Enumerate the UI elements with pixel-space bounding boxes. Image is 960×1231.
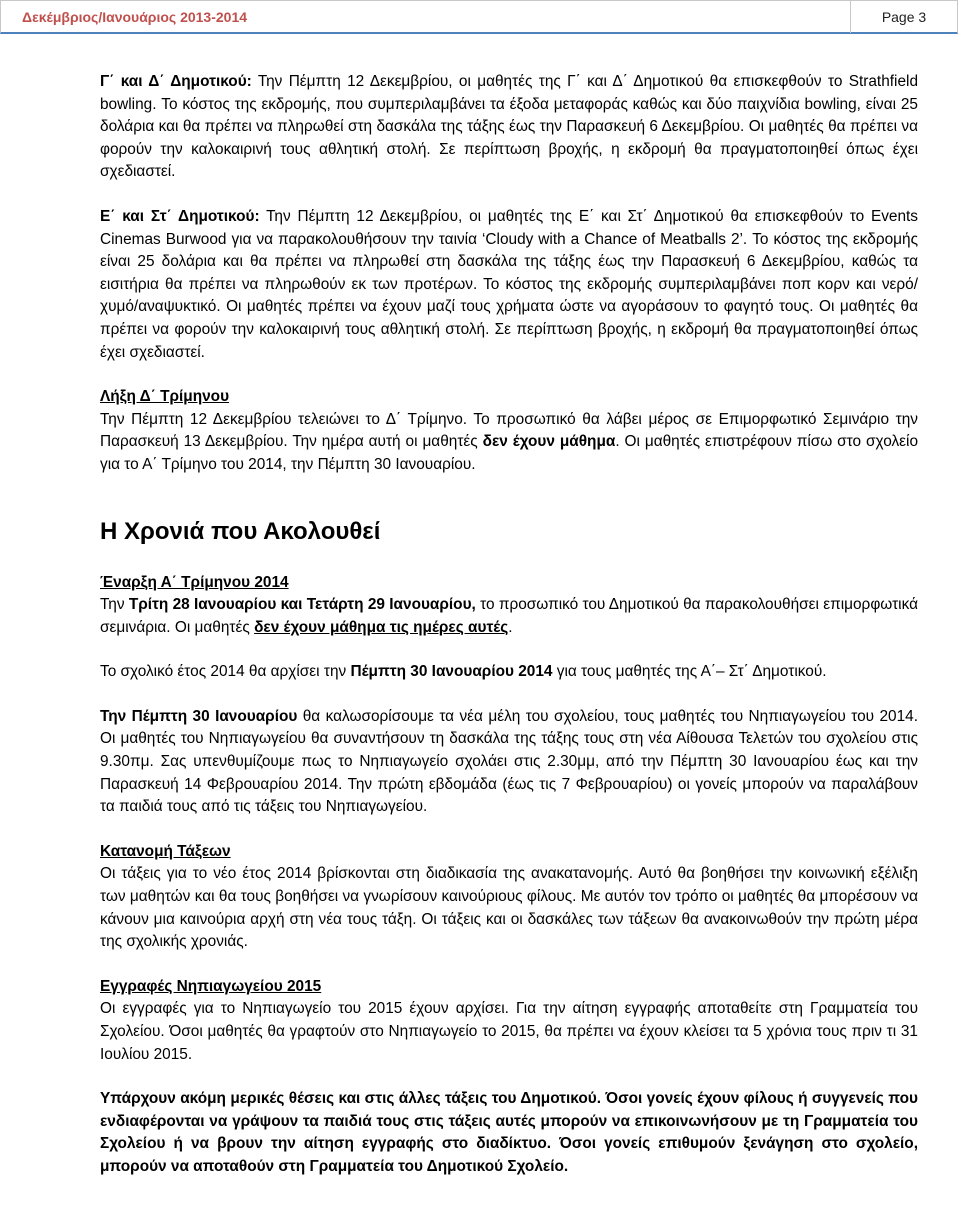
kindy-paragraph — [100, 706, 918, 819]
newsletter-body — [100, 71, 918, 1179]
enrol-heading: Εγγραφές Νηπιαγωγείου 2015 — [100, 977, 322, 995]
term-end-bold: δεν έχουν μάθημα — [482, 433, 616, 451]
term-start-b2: δεν έχουν μάθημα τις ημέρες αυτές — [254, 618, 509, 636]
kindy-b1: Την Πέμπτη 30 Ιανουαρίου — [100, 707, 298, 725]
grade-5-6-text: Την Πέμπτη 12 Δεκεμβρίου, οι μαθητές της Ε΄ και Στ΄ Δημοτικού θα επισκεφθούν το Events Cinemas Burwood για να παρακολουθήσουν την ταινία ‘Cloudy with a Chance of Meatballs 2’. Το κόστος της εκδρομής είναι 25 δολάρια και θα πρέπει να πληρωθεί στη δασκάλα της τάξης έως την Παρασκευή 6 Δεκεμβρίου, καθώς τα εισιτήρια θα πρέπει να πληρωθούν εκ των προτέρων. Το κόστος της εκδρομής συμπεριλαμβάνει ποπ κορν και νερό/χυμό/αναψυκτικό. Οι μαθητές πρέπει να έχουν μαζί τους χρήματα ώστε να αγοράσουν το φαγητό τους. Οι μαθητές θα πρέπει να φορούν την καλοκαιρινή τους αθλητική στολή. Σε περίπτωση βροχής, η εκδρομή θα πραγματοποιηθεί όπως έχει σχεδιαστεί. — [100, 207, 918, 361]
page-number: Page 3 — [850, 1, 957, 33]
term-end-text-a: Την Πέμπτη 12 Δεκεμβρίου τελειώνει το Δ΄ Τρίμηνο. Το προσωπικό θα λάβει μέρος σε Επιμορφωτικό Σεμινάριο την Παρασκευή 13 Δεκεμβρίου. Την ημέρα αυτή οι μαθητές — [100, 410, 918, 451]
term-start-t2: το προσωπικό του Δημοτικού θα παρακολουθήσει επιμορφωτικά σεμινάρια. Οι μαθητές — [100, 596, 918, 636]
enrol-paragraph: Οι εγγραφές για το Νηπιαγωγείο του 2015 έχουν αρχίσει. Για την αίτηση εγγραφής αποταθείτε στη Γραμματεία του Σχολείου. Όσοι μαθητές θα γραφτούν στο Νηπιαγωγείο το 2015, θα πρέπει να έχουν κλείσει τα 5 χρόνια τους πριν τι 31 Ιουλίου 2015. — [100, 1000, 918, 1063]
grade-3-4-paragraph — [100, 71, 918, 184]
classes-paragraph: Οι τάξεις για το νέο έτος 2014 βρίσκονται στη διαδικασία της ανακατανομής. Αυτό θα βοηθήσει την κοινωνική εξέλιξη των μαθητών και θα τους βοηθήσει να γνωρίσουν καινούριους φίλους. Με αυτόν τον τρόπο οι μαθητές θα μπορέσουν να κάνουν μια καινούρια αρχή στη νέα τους τάξη. Οι τάξεις και οι δασκάλες των τάξεων θα ανακοινωθούν την πρώτη μέρα της σχολικής χρονιάς. — [100, 865, 918, 951]
classes-heading: Κατανομή Τάξεων — [100, 842, 231, 860]
term-end-text-b: . Οι μαθητές επιστρέφουν πίσω στο σχολείο για το Α΄ Τρίμηνο του 2014, την Πέμπτη 30 Ιανουαρίου. — [100, 433, 918, 473]
grade-3-4-lead: Γ΄ και Δ΄ Δημοτικού: — [100, 73, 252, 90]
grade-3-4-text: Την Πέμπτη 12 Δεκεμβρίου, οι μαθητές της Γ΄ και Δ΄ Δημοτικού θα επισκεφθούν το Strathfield bowling. Το κόστος της εκδρομής, που συμπεριλαμβάνει τα έξοδα μεταφοράς καθώς και δύο παιχνίδια bowling, είναι 25 δολάρια και θα πρέπει να πληρωθεί στη δασκάλα της τάξης έως την Παρασκευή 6 Δεκεμβρίου. Οι μαθητές θα πρέπει να φορούν την καλοκαιρινή τους αθλητική στολή. Σε περίπτωση βροχής, η εκδρομή θα πραγματοποιηθεί όπως έχει σχεδιαστεί. — [100, 73, 919, 181]
term-start-t1: Την — [100, 596, 129, 614]
places-paragraph: Υπάρχουν ακόμη μερικές θέσεις και στις άλλες τάξεις του Δημοτικού. Όσοι γονείς έχουν φίλους ή συγγενείς που ενδιαφέρονται να γράψουν τα παιδιά τους στις τάξεις αυτές μπορούν να επικοινωνήσουν με τη Γραμματεία του Σχολείου ή να βρουν την αίτηση εγγραφής στο διαδίκτυο. Όσοι γονείς επιθυμούν ξενάγηση στο σχολείο, μπορούν να αποταθούν στη Γραμματεία του Δημοτικού Σχολείο. — [100, 1090, 918, 1175]
term-end-heading: Λήξη Δ΄ Τρίμηνου — [100, 388, 230, 406]
term-start-paragraph — [100, 594, 918, 639]
school-year-t1: Το σχολικό έτος 2014 θα αρχίσει την — [100, 663, 351, 681]
term-start-t3: . — [508, 618, 513, 636]
school-year-t2: για τους μαθητές της Α΄– Στ΄ Δημοτικού. — [552, 663, 827, 681]
term-start-heading: Έναρξη Α΄ Τρίμηνου 2014 — [100, 573, 289, 591]
page-header — [0, 0, 958, 34]
term-start-b1: Τρίτη 28 Ιανουαρίου και Τετάρτη 29 Ιανουαρίου, — [128, 596, 476, 614]
newsletter-date-title: Δεκέμβριος/Ιανουάριος 2013-2014 — [22, 9, 248, 25]
kindy-t1: θα καλωσορίσουμε τα νέα μέλη του σχολείου, τους μαθητές του Νηπιαγωγείου του 2014. Οι μαθητές του Νηπιαγωγείου θα συναντήσουν τη δασκάλα της τάξης τους στη νέα Αίθουσα Τελετών του σχολείου στις 9.30πμ. Σας υπενθυμίζουμε πως το Νηπιαγωγείο σχολάει στις 2.30μμ, από την Πέμπτη 30 Ιανουαρίου έως και την Παρασκευή 14 Φεβρουαρίου 2014. Την πρώτη εβδομάδα (έως τις 7 Φεβρουαρίου) οι γονείς μπορούν να παραλάβουν τα παιδιά τους από τις τάξεις του Νηπιαγωγείου. — [100, 707, 918, 816]
grade-5-6-paragraph — [100, 206, 918, 364]
school-year-b1: Πέμπτη 30 Ιανουαρίου 2014 — [350, 663, 553, 681]
grade-5-6-lead: Ε΄ και Στ΄ Δημοτικού: — [100, 207, 260, 225]
school-year-paragraph — [100, 661, 918, 684]
next-year-title: Η Χρονιά που Ακολουθεί — [100, 517, 381, 545]
term-end-paragraph — [100, 409, 918, 477]
